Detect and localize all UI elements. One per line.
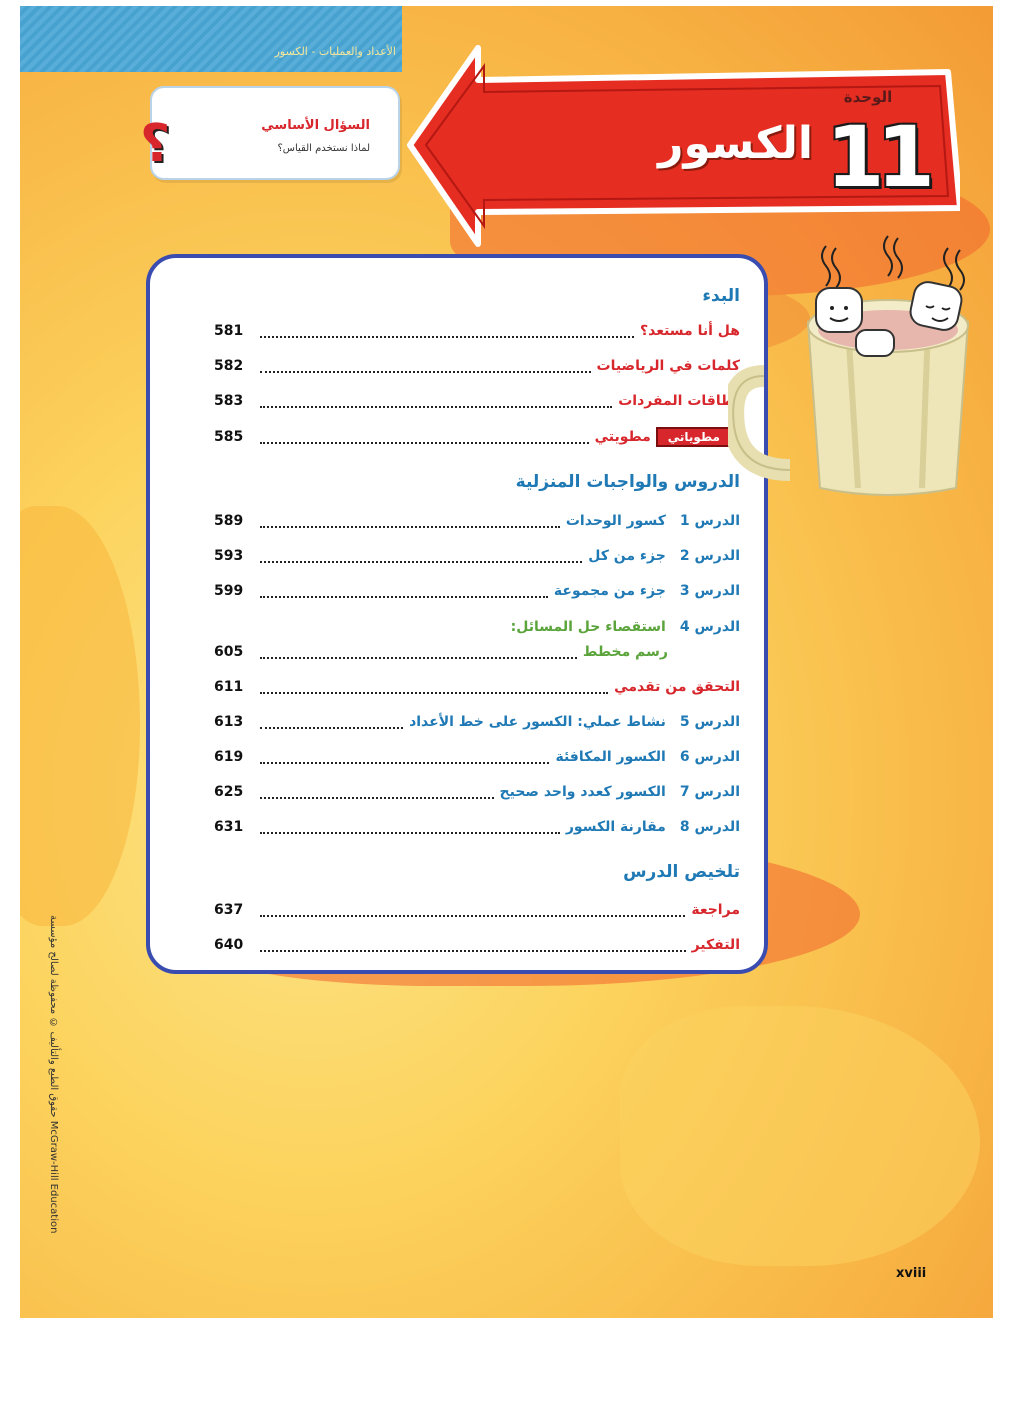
- entry-label: [595, 427, 740, 447]
- entry-label: بطاقات المفردات: [618, 393, 740, 409]
- unit-number: 11: [826, 108, 927, 206]
- toc-entry[interactable]: [214, 899, 740, 921]
- dot-leader: [260, 903, 685, 917]
- header-strip: [20, 6, 402, 72]
- toc-entry-label-line: [214, 616, 740, 638]
- entry-label: [566, 513, 740, 529]
- toc-entry[interactable]: [214, 781, 740, 803]
- dot-leader: [260, 324, 634, 338]
- entry-label: كلمات في الرياضيات: [596, 358, 740, 374]
- page-number: 593: [214, 548, 244, 564]
- table-of-contents: [146, 254, 768, 974]
- decorative-blob: [620, 1006, 980, 1266]
- entry-label-text: مطويتي: [594, 429, 651, 445]
- entry-label: [588, 548, 740, 564]
- lesson-title: الكسور كعدد واحد صحيح: [499, 784, 666, 800]
- lesson-number: الدرس 6: [679, 749, 740, 765]
- unit-title: الكسور: [658, 118, 813, 169]
- section-heading-lessons: الدروس والواجبات المنزلية: [515, 472, 740, 492]
- toc-entry[interactable]: [214, 711, 740, 733]
- toc-entry[interactable]: [214, 934, 740, 956]
- dot-leader: [260, 785, 494, 799]
- dot-leader: [260, 820, 560, 834]
- page-number: 640: [214, 937, 244, 953]
- dot-leader: [260, 430, 589, 444]
- page-number: 589: [214, 513, 244, 529]
- entry-label: [554, 583, 740, 599]
- dot-leader: [260, 680, 608, 694]
- copyright-credit: حقوق الطبع والتأليف © محفوظة لصالح مؤسسة McGraw-Hill Education: [48, 915, 59, 1234]
- toc-entry[interactable]: [214, 545, 740, 567]
- lesson-number: الدرس 3: [679, 583, 740, 599]
- entry-label: [409, 714, 740, 730]
- toc-entry[interactable]: [214, 676, 740, 698]
- lesson-title: كسور الوحدات: [565, 513, 666, 529]
- lesson-title: الكسور المكافئة: [555, 749, 666, 765]
- lesson-title: استقصاء حل المسائل:: [510, 619, 666, 635]
- breadcrumb: الأعداد والعمليات - الكسور: [274, 45, 396, 58]
- page-number: 583: [214, 393, 244, 409]
- essential-question-title: السؤال الأساسي: [261, 118, 370, 133]
- lesson-number: الدرس 8: [679, 819, 740, 835]
- lesson-number: الدرس 7: [679, 784, 740, 800]
- page-number: 619: [214, 749, 244, 765]
- toc-entry[interactable]: [214, 816, 740, 838]
- question-mark-icon: ؟: [140, 114, 171, 174]
- dot-leader: [260, 715, 403, 729]
- lesson-title: جزء من مجموعة: [553, 583, 666, 599]
- toc-entry[interactable]: [214, 320, 740, 342]
- page-number: 625: [214, 784, 244, 800]
- section-heading-summary: تلخيص الدرس: [623, 862, 740, 882]
- page-number: 631: [214, 819, 244, 835]
- dot-leader: [260, 549, 582, 563]
- entry-label: [500, 784, 740, 800]
- lesson-title: نشاط عملي: الكسور على خط الأعداد: [409, 714, 666, 730]
- toc-entry[interactable]: [214, 641, 740, 663]
- lesson-title: جزء من كل: [588, 548, 666, 564]
- toc-entry[interactable]: [214, 580, 740, 602]
- page-number-footer: xviii: [896, 1266, 927, 1281]
- entry-label: هل أنا مستعد؟: [639, 323, 740, 339]
- page-number: 585: [214, 429, 244, 445]
- dot-leader: [260, 394, 612, 408]
- lesson-number: الدرس 2: [679, 548, 740, 564]
- dot-leader: [260, 645, 577, 659]
- toc-entry[interactable]: [214, 355, 740, 377]
- entry-label: التحقق من تقدمي: [614, 679, 740, 695]
- section-heading-start: البدء: [702, 286, 740, 306]
- entry-label: مراجعة: [691, 902, 740, 918]
- page-number: 605: [214, 644, 244, 660]
- entry-label: [566, 819, 740, 835]
- page-number: 599: [214, 583, 244, 599]
- toc-entry[interactable]: [214, 510, 740, 532]
- entry-label: [511, 619, 740, 635]
- page-number: 611: [214, 679, 244, 695]
- entry-label-continued: رسم مخطط: [582, 644, 668, 660]
- dot-leader: [260, 750, 549, 764]
- essential-question-box: [150, 86, 400, 180]
- lesson-number: الدرس 1: [679, 513, 740, 529]
- dot-leader: [260, 514, 560, 528]
- page-number: 581: [214, 323, 244, 339]
- decorative-blob: [20, 506, 140, 926]
- lesson-number: الدرس 5: [679, 714, 740, 730]
- unit-label: الوحدة: [843, 88, 893, 106]
- page-number: 582: [214, 358, 244, 374]
- dot-leader: [260, 584, 548, 598]
- lesson-number: الدرس 4: [679, 619, 740, 635]
- page-number: 613: [214, 714, 244, 730]
- entry-label: التفكير: [691, 937, 740, 953]
- toc-entry[interactable]: [214, 426, 740, 448]
- page-number: 637: [214, 902, 244, 918]
- essential-question-text: لماذا نستخدم القياس؟: [277, 143, 370, 154]
- dot-leader: [260, 938, 686, 952]
- entry-label: [555, 749, 740, 765]
- dot-leader: [260, 359, 591, 373]
- toc-entry[interactable]: [214, 390, 740, 412]
- hot-cocoa-mug-illustration: [728, 226, 978, 506]
- foldables-tag: مطوياتي: [656, 427, 732, 447]
- lesson-title: مقارنة الكسور: [565, 819, 666, 835]
- toc-entry[interactable]: [214, 746, 740, 768]
